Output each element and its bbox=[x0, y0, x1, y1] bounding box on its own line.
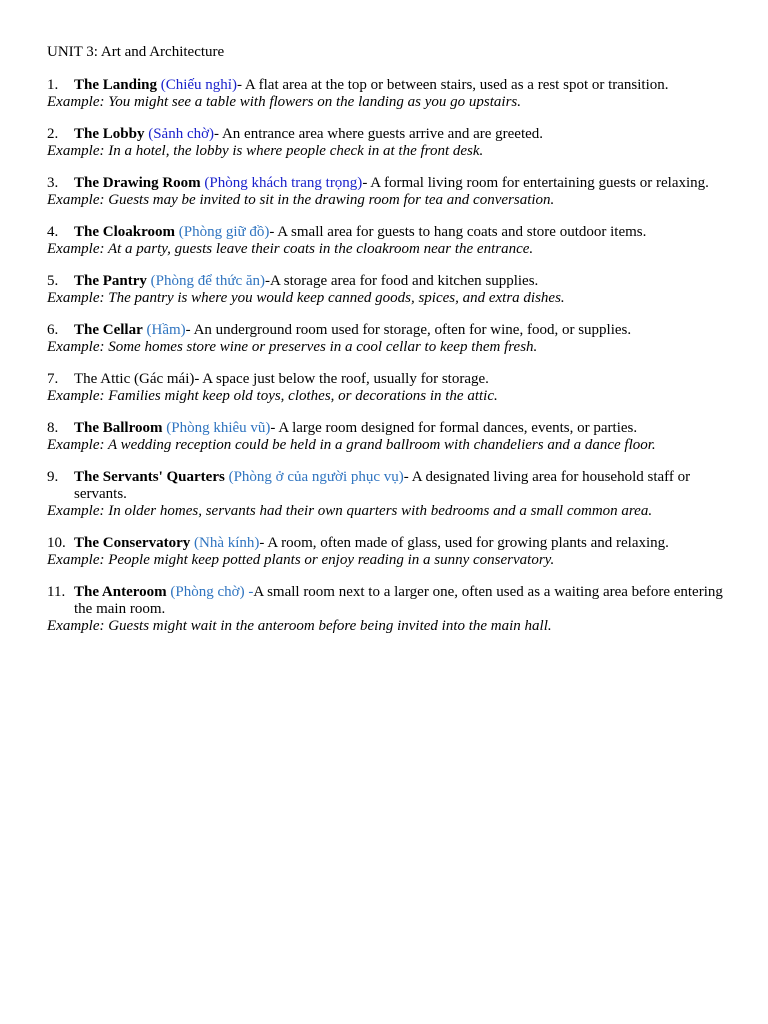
document-page bbox=[47, 42, 727, 650]
definition-text bbox=[74, 535, 727, 552]
definition: - A formal living room for entertaining guests or relaxing. bbox=[362, 175, 709, 191]
definition-text bbox=[74, 469, 727, 503]
vietnamese-translation: (Phòng ở của người phục vụ) bbox=[228, 469, 404, 485]
vietnamese-translation: (Nhà kính) bbox=[194, 535, 260, 551]
term: The Landing bbox=[74, 77, 157, 93]
entry-number: 1. bbox=[47, 77, 59, 93]
definition: - A small area for guests to hang coats and store outdoor items. bbox=[269, 224, 647, 240]
term: The Pantry bbox=[74, 273, 147, 289]
vietnamese-translation: (Chiếu nghỉ) bbox=[160, 77, 237, 93]
definition-line bbox=[47, 322, 727, 339]
definition-line bbox=[47, 535, 727, 552]
example-sentence: Example: In a hotel, the lobby is where people check in at the front desk. bbox=[47, 143, 484, 159]
definition-text bbox=[74, 77, 727, 94]
term: The Anteroom bbox=[74, 584, 167, 600]
example-sentence: Example: A wedding reception could be held in a grand ballroom with chandeliers and a dance floor. bbox=[47, 437, 656, 453]
term: The Ballroom bbox=[74, 420, 163, 436]
definition: - A large room designed for formal dances, events, or parties. bbox=[270, 420, 638, 436]
definition-line bbox=[47, 224, 727, 241]
example-sentence: Example: Guests might wait in the anteroom before being invited into the main hall. bbox=[47, 618, 552, 634]
vietnamese-translation: (Sảnh chờ) bbox=[148, 126, 215, 142]
example-sentence: Example: At a party, guests leave their coats in the cloakroom near the entrance. bbox=[47, 241, 534, 257]
definition-text bbox=[74, 584, 727, 618]
definition: - A space just below the roof, usually for storage. bbox=[194, 371, 489, 387]
entry-number: 2. bbox=[47, 126, 59, 142]
definition-line bbox=[47, 175, 727, 192]
vietnamese-translation: (Phòng chờ) - bbox=[170, 584, 254, 600]
definition-text bbox=[74, 126, 727, 143]
entry-number: 9. bbox=[47, 469, 59, 485]
vietnamese-translation: (Phòng khách trang trọng) bbox=[204, 175, 363, 191]
vocab-entry-drawing-room bbox=[47, 175, 727, 209]
definition: - A room, often made of glass, used for growing plants and relaxing. bbox=[259, 535, 669, 551]
term: The Lobby bbox=[74, 126, 145, 142]
definition-line bbox=[47, 273, 727, 290]
definition-line bbox=[47, 126, 727, 143]
term: The Drawing Room bbox=[74, 175, 201, 191]
vocab-entry-landing bbox=[47, 77, 727, 111]
definition-line bbox=[47, 469, 727, 503]
vocab-entry-pantry bbox=[47, 273, 727, 307]
definition: - An entrance area where guests arrive and are greeted. bbox=[214, 126, 544, 142]
definition: - A flat area at the top or between stairs, used as a rest spot or transition. bbox=[236, 77, 669, 93]
entry-number: 7. bbox=[47, 371, 59, 387]
term: The Cloakroom bbox=[74, 224, 175, 240]
example-sentence: Example: In older homes, servants had their own quarters with bedrooms and a small common area. bbox=[47, 503, 653, 519]
entry-number: 11. bbox=[47, 584, 66, 600]
unit-title: UNIT 3: Art and Architecture bbox=[47, 44, 225, 60]
vocab-entry-cloakroom bbox=[47, 224, 727, 258]
example-sentence: Example: Some homes store wine or preserves in a cool cellar to keep them fresh. bbox=[47, 339, 538, 355]
term: The Attic (Gác mái) bbox=[74, 371, 195, 387]
example-sentence: Example: The pantry is where you would keep canned goods, spices, and extra dishes. bbox=[47, 290, 565, 306]
example-sentence: Example: Families might keep old toys, clothes, or decorations in the attic. bbox=[47, 388, 498, 404]
vocab-entry-conservatory bbox=[47, 535, 727, 569]
entry-number: 8. bbox=[47, 420, 59, 436]
definition: -A storage area for food and kitchen supplies. bbox=[265, 273, 539, 289]
term: The Cellar bbox=[74, 322, 143, 338]
vocab-entry-servants-quarters bbox=[47, 469, 727, 520]
definition-line bbox=[47, 420, 727, 437]
entry-number: 6. bbox=[47, 322, 59, 338]
entry-number: 4. bbox=[47, 224, 59, 240]
term: The Conservatory bbox=[74, 535, 191, 551]
vietnamese-translation: (Phòng giữ đồ) bbox=[178, 224, 270, 240]
definition: - A designated living area for household staff or servants. bbox=[74, 469, 691, 502]
term: The Servants' Quarters bbox=[74, 469, 225, 485]
entry-number: 3. bbox=[47, 175, 59, 191]
example-sentence: Example: You might see a table with flowers on the landing as you go upstairs. bbox=[47, 94, 522, 110]
vocab-entry-anteroom bbox=[47, 584, 727, 635]
vietnamese-translation: (Phòng để thức ăn) bbox=[150, 273, 266, 289]
definition: A small room next to a larger one, often used as a waiting area before entering the main room. bbox=[74, 584, 723, 617]
vocab-entry-cellar bbox=[47, 322, 727, 356]
definition: - An underground room used for storage, often for wine, food, or supplies. bbox=[185, 322, 632, 338]
vocab-entry-attic bbox=[47, 371, 727, 405]
vocab-entry-ballroom bbox=[47, 420, 727, 454]
example-sentence: Example: People might keep potted plants or enjoy reading in a sunny conservatory. bbox=[47, 552, 555, 568]
definition-text bbox=[74, 420, 727, 437]
definition-text bbox=[74, 175, 727, 192]
entry-number: 10. bbox=[47, 535, 66, 551]
vocab-entry-lobby bbox=[47, 126, 727, 160]
definition-line bbox=[47, 584, 727, 618]
definition-text bbox=[74, 371, 727, 388]
definition-text bbox=[74, 273, 727, 290]
definition-text bbox=[74, 224, 727, 241]
vietnamese-translation: (Phòng khiêu vũ) bbox=[166, 420, 271, 436]
example-sentence: Example: Guests may be invited to sit in the drawing room for tea and conversation. bbox=[47, 192, 555, 208]
definition-text bbox=[74, 322, 727, 339]
definition-line bbox=[47, 77, 727, 94]
vietnamese-translation: (Hầm) bbox=[146, 322, 186, 338]
entry-number: 5. bbox=[47, 273, 59, 289]
definition-line bbox=[47, 371, 727, 388]
